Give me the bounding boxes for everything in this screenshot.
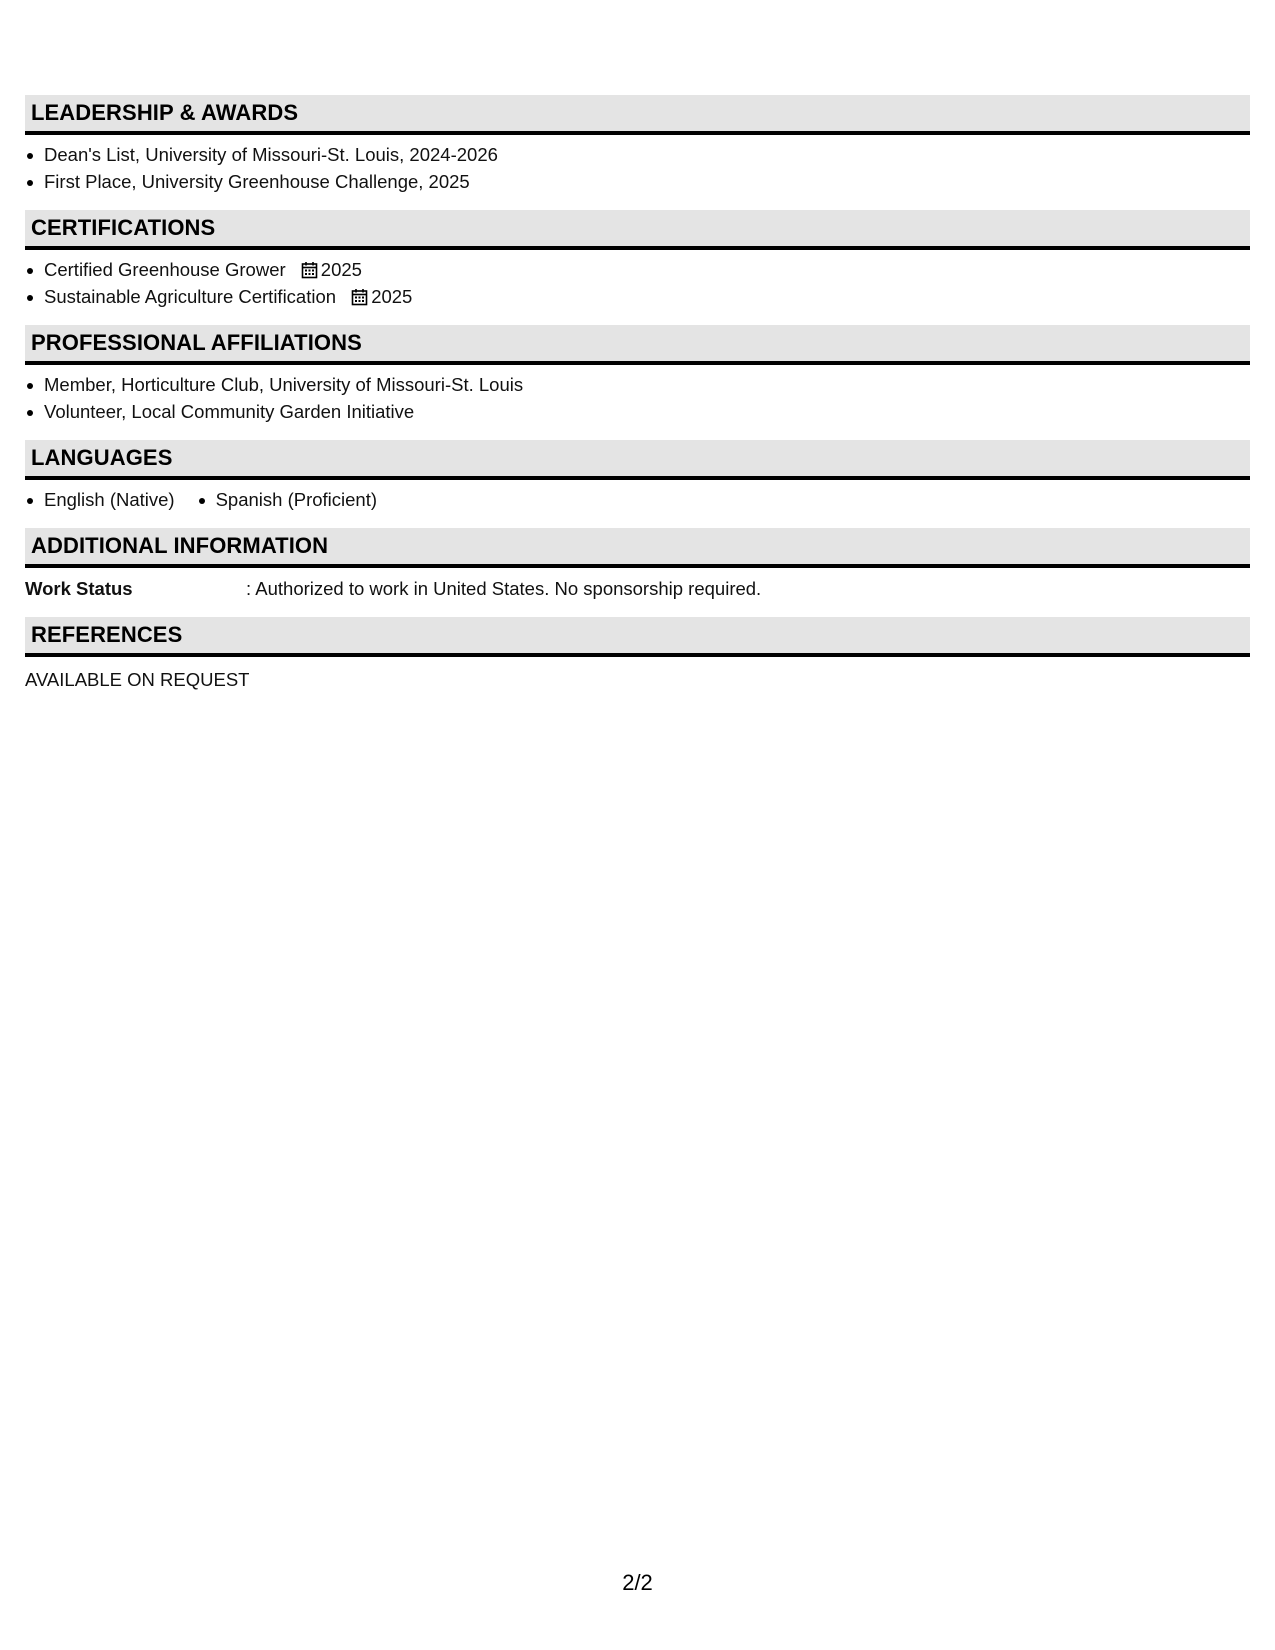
awards-list [25, 141, 1250, 195]
section-title: LANGUAGES [31, 445, 173, 470]
work-status-row [25, 575, 1250, 602]
section-header [25, 617, 1250, 657]
certification-item [25, 256, 1250, 283]
affiliations-list [25, 371, 1250, 425]
section-title: ADDITIONAL INFORMATION [31, 533, 329, 558]
list-item: Volunteer, Local Community Garden Initiative [25, 398, 1250, 425]
leadership-awards-section [25, 95, 1250, 195]
section-header [25, 210, 1250, 250]
certification-name: Sustainable Agriculture Certification [44, 286, 337, 307]
calendar-icon [301, 261, 318, 279]
section-header [25, 528, 1250, 568]
certification-item [25, 283, 1250, 310]
professional-affiliations-section [25, 325, 1250, 425]
references-section [25, 617, 1250, 693]
certification-year: 2025 [371, 286, 413, 307]
certification-year: 2025 [320, 259, 362, 280]
language-item: English (Native) [25, 486, 175, 513]
section-title: PROFESSIONAL AFFILIATIONS [31, 330, 362, 355]
language-item: Spanish (Proficient) [197, 486, 377, 513]
calendar-icon [351, 288, 368, 306]
references-text: AVAILABLE ON REQUEST [25, 669, 250, 690]
section-header [25, 440, 1250, 480]
certification-name: Certified Greenhouse Grower [44, 259, 286, 280]
section-title: CERTIFICATIONS [31, 215, 216, 240]
page-number: 2/2 [622, 1570, 653, 1595]
work-status-value: : Authorized to work in United States. No sponsorship required. [246, 578, 762, 599]
additional-information-section [25, 528, 1250, 602]
languages-list [25, 486, 1250, 513]
section-header [25, 325, 1250, 365]
work-status-label: Work Status [25, 578, 133, 599]
languages-section [25, 440, 1250, 513]
resume-page [25, 95, 1250, 708]
section-title: LEADERSHIP & AWARDS [31, 100, 299, 125]
certifications-list [25, 256, 1250, 310]
section-header [25, 95, 1250, 135]
list-item: Dean's List, University of Missouri-St. Louis, 2024-2026 [25, 141, 1250, 168]
list-item: Member, Horticulture Club, University of Missouri-St. Louis [25, 371, 1250, 398]
certifications-section [25, 210, 1250, 310]
section-title: REFERENCES [31, 622, 183, 647]
list-item: First Place, University Greenhouse Challenge, 2025 [25, 168, 1250, 195]
